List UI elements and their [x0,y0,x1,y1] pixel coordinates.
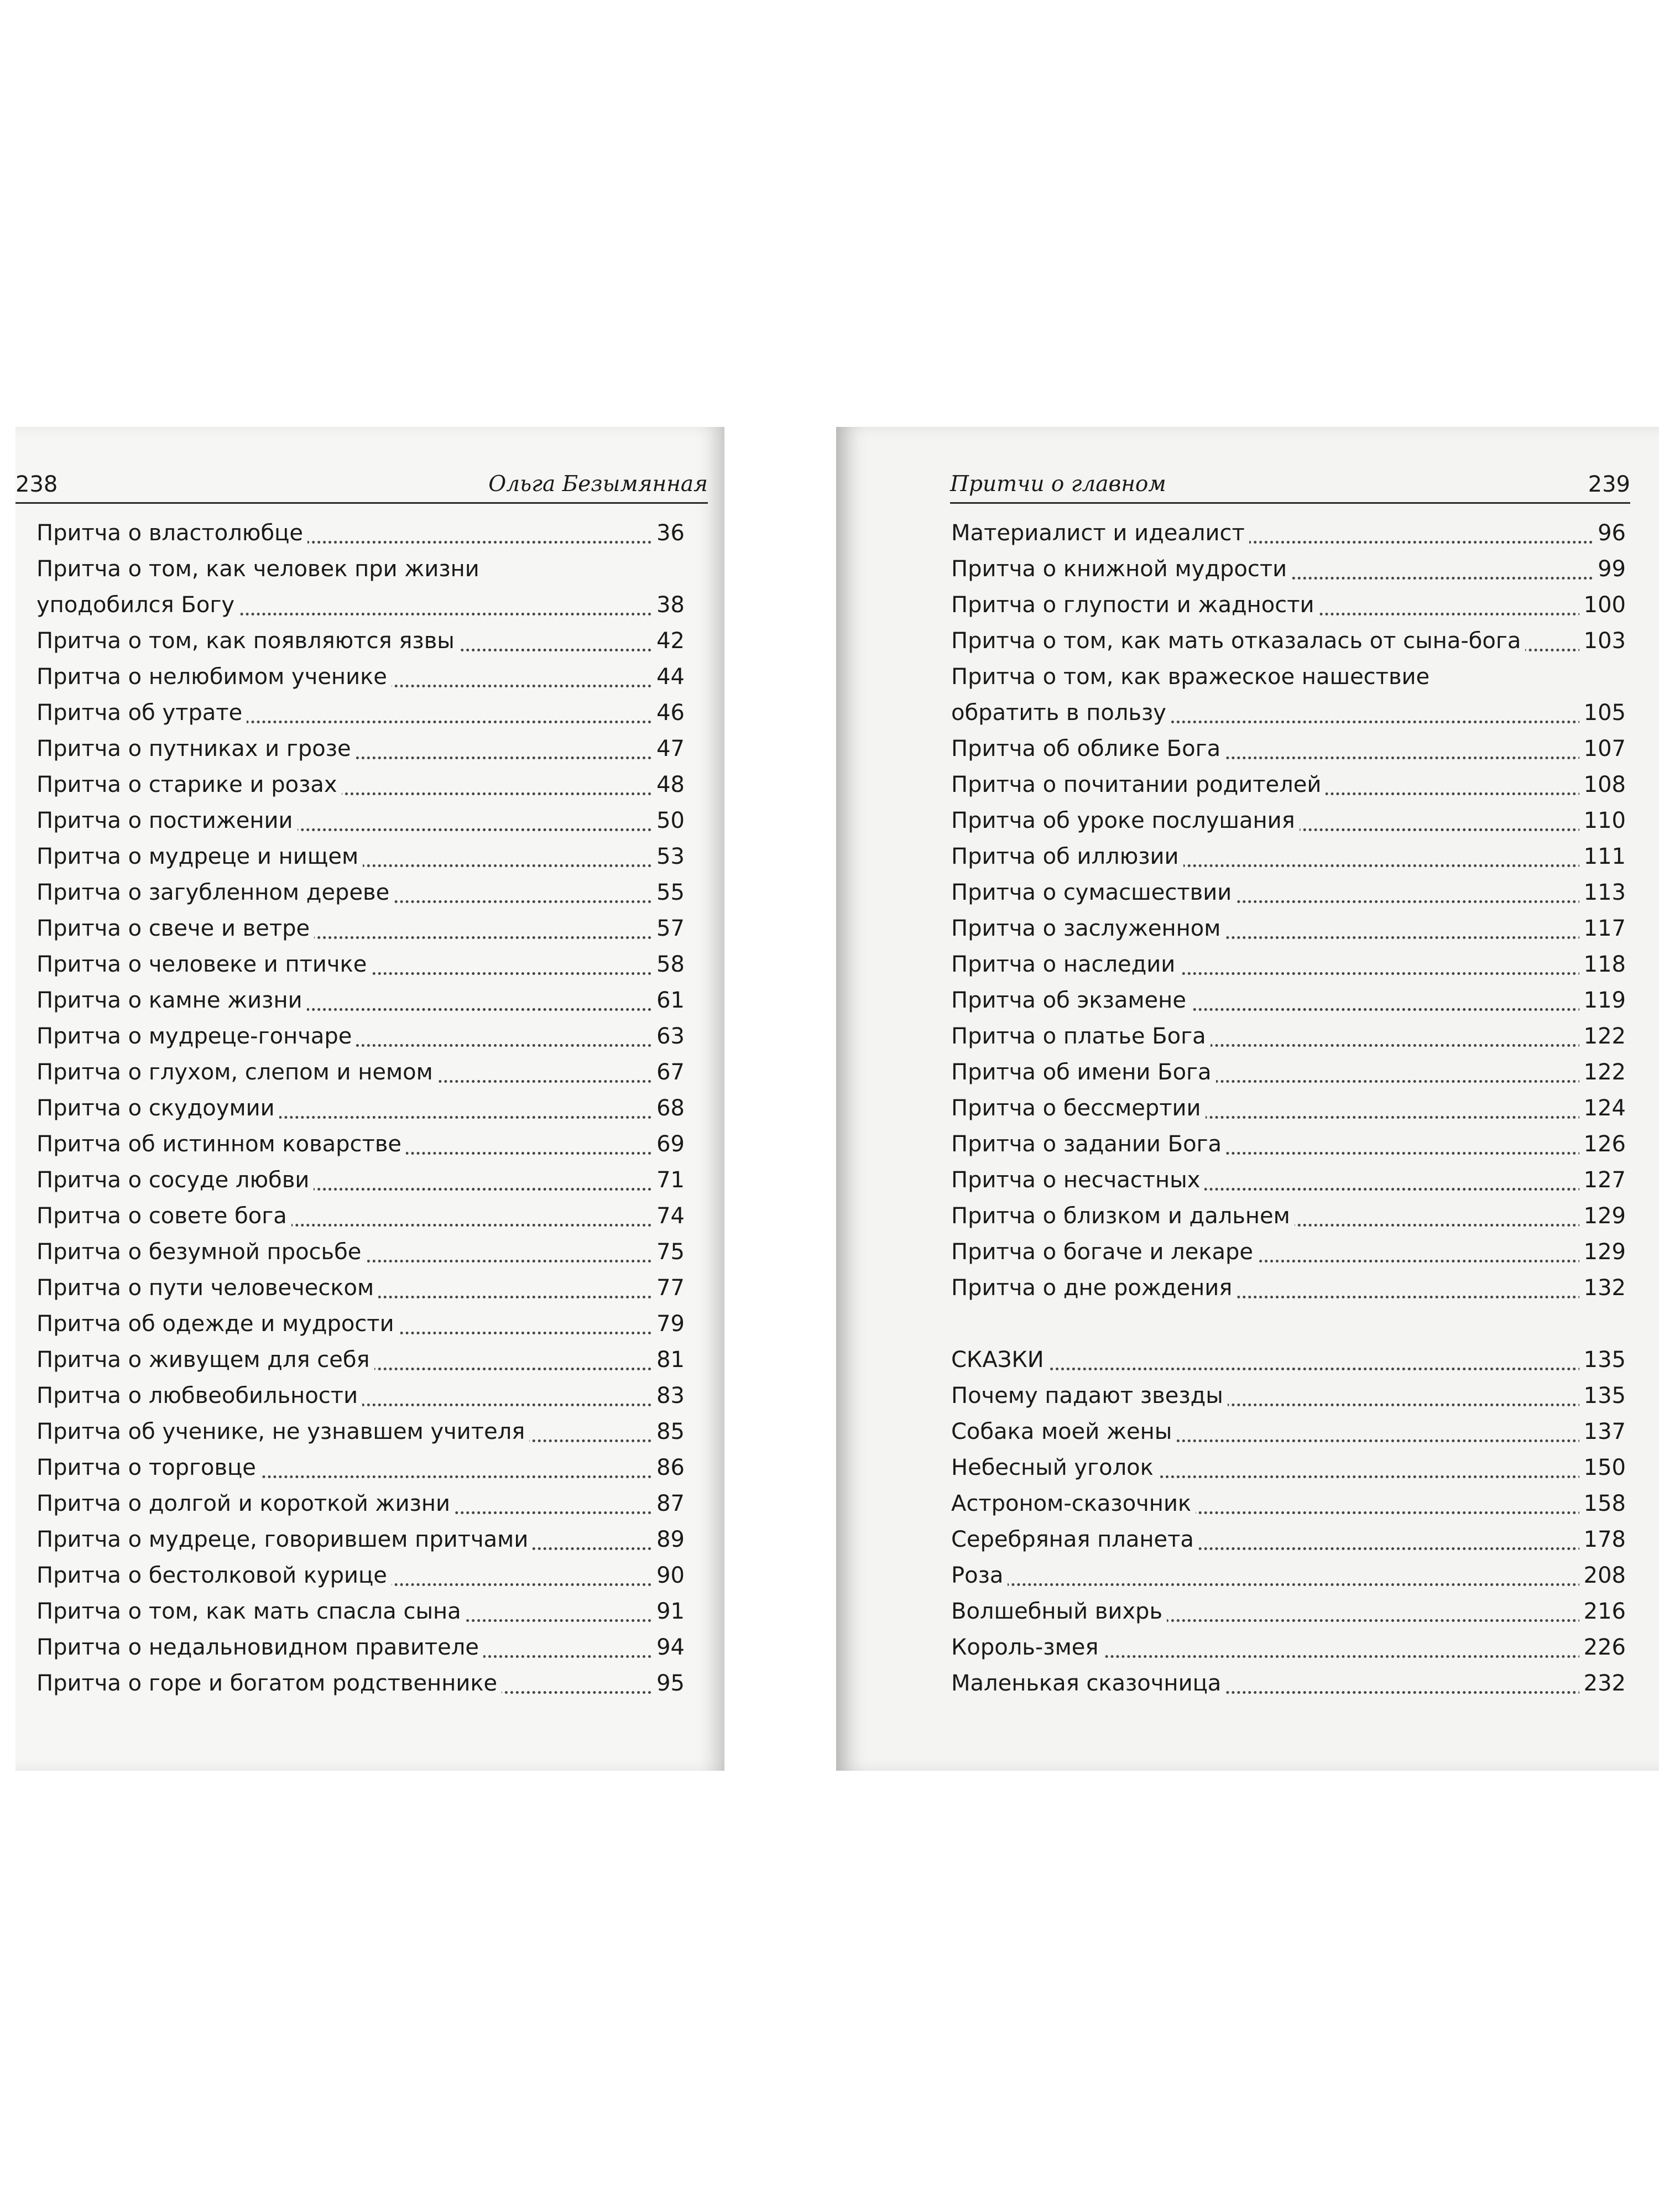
toc-entry [951,1162,1626,1198]
toc-entry [36,1055,685,1091]
toc-entry [951,1091,1626,1126]
toc-entry-title-text: Почему падают звезды [951,1383,1228,1408]
toc-entry-title-text: Притча о том, как мать отказалась от сына-бога [951,628,1525,654]
toc-entry-page-number: 100 [1579,587,1626,623]
toc-entry-title-text: Притча о свече и ветре [36,916,314,941]
toc-entry-page-number: 132 [1579,1270,1626,1306]
toc-entry-page-number: 129 [1579,1198,1626,1234]
toc-entry-page-number: 46 [652,695,685,731]
toc-entry [36,911,685,947]
toc-entry-title [36,1522,685,1558]
toc-entry-page-number: 48 [652,767,685,803]
toc-entry [951,1378,1626,1414]
toc-entry-title-text: Притча об имени Бога [951,1060,1216,1085]
toc-entry-page-number: 86 [652,1450,685,1486]
toc-entry [36,947,685,983]
toc-entry-title-text: Небесный уголок [951,1455,1158,1480]
toc-entry-title [951,1126,1626,1162]
toc-entry-title [951,1666,1626,1702]
toc-entry-title [36,1234,685,1270]
toc-entry-title-text: Притча о наследии [951,952,1180,977]
toc-entry-title [36,1198,685,1234]
toc-entry-title [951,551,1626,587]
toc-entry-title-text: Притча о бестолковой курице [36,1563,392,1588]
toc-section-heading [951,1342,1626,1378]
toc-entry [36,1162,685,1198]
toc-entry [951,911,1626,947]
toc-entry-title [951,983,1626,1019]
right-page [836,427,1659,1771]
toc-entry-title-text: Притча о властолюбце [36,520,307,546]
toc-entry-title [36,1091,685,1126]
toc-entry-title-text: Притча о недальновидном правителе [36,1635,483,1660]
toc-entry-title-text: Король-змея [951,1635,1103,1660]
toc-entry-page-number: 122 [1579,1019,1626,1055]
toc-entry-title-text: Маленькая сказочница [951,1671,1225,1696]
toc-entry-page-number: 58 [652,947,685,983]
toc-entry-title-text: Притча о нелюбимом ученике [36,664,392,690]
toc-entry-title [951,623,1626,659]
toc-entry-page-number: 158 [1579,1486,1626,1522]
toc-entry-page-number: 127 [1579,1162,1626,1198]
toc-entry-title [951,803,1626,839]
header-rule [15,502,708,504]
toc-entry-page-number: 67 [652,1055,685,1091]
toc-entry [36,983,685,1019]
toc-entry [36,767,685,803]
toc-entry [951,1666,1626,1702]
toc-entry-page-number: 55 [652,875,685,911]
toc-entry [36,1594,685,1630]
toc-entry-title [951,947,1626,983]
toc-entry [951,551,1626,587]
toc-entry-page-number: 178 [1579,1522,1626,1558]
toc-entry [951,947,1626,983]
toc-entry-page-number: 36 [652,515,685,551]
toc-entry-page-number: 122 [1579,1055,1626,1091]
toc-entry-title [951,1091,1626,1126]
toc-entry-title-text: Притча о безумной просьбе [36,1239,366,1265]
toc-entry [36,1198,685,1234]
toc-entry [36,1126,685,1162]
right-running-head: Притчи о главном [950,472,1166,497]
toc-entry-page-number: 53 [652,839,685,875]
toc-entry-title-text: Притча об облике Бога [951,736,1225,761]
toc-entry-page-number: 87 [652,1486,685,1522]
toc-entry-title [36,1630,685,1666]
toc-entry [36,1666,685,1702]
toc-entry-title-text: Притча о совете бога [36,1203,291,1229]
toc-entry-page-number: 103 [1579,623,1626,659]
toc-list-left [36,515,685,1702]
toc-entry-page-number: 99 [1593,551,1626,587]
toc-entry-page-number: 85 [652,1414,685,1450]
toc-entry-page-number: 110 [1579,803,1626,839]
toc-entry-title-text: Притча о почитании родителей [951,772,1326,797]
toc-entry-page-number: 108 [1579,767,1626,803]
toc-entry [36,1522,685,1558]
toc-entry-page-number: 68 [652,1091,685,1126]
toc-entry-title-text: Собака моей жены [951,1419,1176,1444]
toc-entry-title [36,1162,685,1198]
left-page-header [15,468,708,501]
toc-entry-title [36,767,685,803]
toc-entry-page-number: 126 [1579,1126,1626,1162]
toc-entry [36,731,685,767]
toc-entry-page-number: 79 [652,1306,685,1342]
book-gutter [724,420,836,1775]
toc-entry-title [36,1055,685,1091]
toc-entry-title [36,983,685,1019]
toc-entry-page-number: 75 [652,1234,685,1270]
toc-entry [951,587,1626,623]
toc-entry-title [951,659,1626,731]
toc-entry-page-number: 150 [1579,1450,1626,1486]
toc-entry-title [951,1378,1626,1414]
toc-entry-title [951,767,1626,803]
toc-entry-title-text: Притча о пути человеческом [36,1275,378,1301]
toc-entry-page-number: 135 [1579,1342,1626,1378]
toc-entry [36,839,685,875]
toc-entry [951,659,1626,731]
toc-entry-page-number: 107 [1579,731,1626,767]
toc-entry-page-number: 81 [652,1342,685,1378]
toc-entry-title [951,1558,1626,1594]
right-page-number: 239 [1588,472,1630,497]
toc-entry-title-text: Притча о камне жизни [36,988,307,1013]
toc-entry-title-text: Волшебный вихрь [951,1599,1167,1624]
toc-entry-page-number: 74 [652,1198,685,1234]
toc-entry-title-text: Притча о заслуженном [951,916,1225,941]
toc-entry-title [36,1270,685,1306]
toc-entry [951,1522,1626,1558]
toc-entry-title [36,1342,685,1378]
toc-entry-title-line1: Притча о том, как человек при жизни [36,556,479,582]
toc-entry-title-text: Притча о близком и дальнем [951,1203,1295,1229]
toc-entry-page-number: 83 [652,1378,685,1414]
toc-entry [36,1342,685,1378]
toc-entry-title-text: Притча о мудреце и нищем [36,844,363,869]
toc-entry-page-number: 208 [1579,1558,1626,1594]
toc-entry [36,803,685,839]
toc-entry [36,1306,685,1342]
toc-entry-page-number: 113 [1579,875,1626,911]
toc-entry-title-text: Притча о задании Бога [951,1131,1226,1157]
toc-entry-page-number: 105 [1579,695,1626,731]
toc-entry-title [36,875,685,911]
toc-entry [36,1486,685,1522]
toc-entry-title-text: Притча о том, как мать спасла сына [36,1599,466,1624]
toc-entry-title [951,1198,1626,1234]
toc-entry-title-text: Притча о любвеобильности [36,1383,362,1408]
right-page-header [950,468,1630,501]
toc-entry-title [951,515,1626,551]
toc-entry-title-text: Притча о мудреце-гончаре [36,1024,356,1049]
toc-entry-title-text: Притча о бессмертии [951,1095,1206,1121]
toc-entry-title-text: Притча о мудреце, говорившем притчами [36,1527,533,1552]
toc-entry-page-number: 111 [1579,839,1626,875]
toc-entry [36,875,685,911]
toc-entry-title [36,623,685,659]
toc-entry [951,1270,1626,1306]
toc-entry-page-number: 63 [652,1019,685,1055]
toc-entry-title-text: Притча о сосуде любви [36,1167,314,1193]
toc-entry-title-text: Притча о глухом, слепом и немом [36,1060,437,1085]
toc-entry-title-text: Притча об истинном коварстве [36,1131,406,1157]
toc-entry [951,983,1626,1019]
toc-entry [36,551,685,623]
toc-entry-title [951,1019,1626,1055]
toc-entry-title [951,1270,1626,1306]
toc-entry [951,1594,1626,1630]
toc-entry-page-number: 77 [652,1270,685,1306]
toc-entry [951,1630,1626,1666]
toc-entry [36,1630,685,1666]
toc-entry-title [36,1666,685,1702]
toc-entry-title [36,1594,685,1630]
toc-entry-page-number: 129 [1579,1234,1626,1270]
toc-entry-title-text: Притча о глупости и жадности [951,592,1319,618]
toc-entry-title-text: Притча о богаче и лекаре [951,1239,1258,1265]
toc-entry-title [951,875,1626,911]
toc-entry [951,1234,1626,1270]
toc-entry-title [36,731,685,767]
left-running-head: Ольга Безымянная [488,472,708,497]
toc-entry-title-text: Притча о живущем для себя [36,1347,374,1373]
toc-entry [36,515,685,551]
toc-entry-page-number: 226 [1579,1630,1626,1666]
toc-entry-page-number: 38 [652,587,685,623]
header-rule [950,502,1630,504]
toc-entry-page-number: 137 [1579,1414,1626,1450]
toc-entry-title [36,1558,685,1594]
toc-entry-title-text: Притча об утрате [36,700,247,726]
toc-entry-title-text: Притча о долгой и короткой жизни [36,1491,455,1516]
toc-entry [951,1558,1626,1594]
toc-entry-title-text: Притча об одежде и мудрости [36,1311,399,1337]
toc-entry-page-number: 71 [652,1162,685,1198]
toc-entry-title-text: Притча о загубленном дереве [36,880,394,905]
toc-entry [951,803,1626,839]
toc-entry-title [36,1378,685,1414]
toc-entry-title-text: Притча о постижении [36,808,298,833]
left-page-number: 238 [15,472,58,497]
toc-entry-title [951,1522,1626,1558]
toc-entry-title-text: Притча об уроке послушания [951,808,1300,833]
toc-entry-title [36,515,685,551]
toc-list-right [951,515,1626,1702]
toc-entry-title [36,803,685,839]
toc-entry-title-text: Притча о книжной мудрости [951,556,1291,582]
toc-entry-title [36,911,685,947]
toc-entry-title [36,839,685,875]
toc-entry-title [36,659,685,695]
toc-entry-title [36,1450,685,1486]
toc-entry [36,1378,685,1414]
toc-entry-page-number: 135 [1579,1378,1626,1414]
toc-entry-title-text: Притча об ученике, не узнавшем учителя [36,1419,529,1444]
toc-entry [36,1414,685,1450]
toc-entry-title [36,695,685,731]
toc-entry [951,1198,1626,1234]
toc-entry [951,1414,1626,1450]
toc-entry-title-line2: уподобился Богу [36,592,239,618]
toc-entry-title-text: Притча о платье Бога [951,1024,1211,1049]
toc-entry-title-line2: обратить в пользу [951,700,1171,726]
toc-entry-page-number: 96 [1593,515,1626,551]
toc-entry-title [36,1414,685,1450]
toc-entry-title-text: Притча об экзамене [951,988,1191,1013]
toc-entry-title-text: Материалист и идеалист [951,520,1249,546]
toc-entry [36,695,685,731]
toc-entry-page-number: 42 [652,623,685,659]
toc-entry-page-number: 69 [652,1126,685,1162]
toc-entry-title [951,1055,1626,1091]
left-page [15,427,724,1771]
toc-entry-page-number: 94 [652,1630,685,1666]
toc-entry [951,731,1626,767]
toc-entry-title [951,1450,1626,1486]
toc-entry-page-number: 61 [652,983,685,1019]
toc-entry [951,1486,1626,1522]
toc-entry-page-number: 118 [1579,947,1626,983]
toc-entry [951,875,1626,911]
toc-entry-title-text: Притча об иллюзии [951,844,1183,869]
toc-entry-title [951,1234,1626,1270]
toc-entry [36,1234,685,1270]
toc-entry-title-text: Притча о скудоумии [36,1095,279,1121]
toc-entry-title [36,1486,685,1522]
toc-entry [36,1558,685,1594]
toc-entry-title-text: Притча о сумасшествии [951,880,1236,905]
toc-entry-title-text: Притча о горе и богатом родственнике [36,1671,502,1696]
toc-entry-title-text: Притча о торговце [36,1455,260,1480]
toc-entry [951,515,1626,551]
toc-entry [951,1126,1626,1162]
toc-entry-page-number: 89 [652,1522,685,1558]
toc-entry [36,1091,685,1126]
toc-entry [36,1270,685,1306]
toc-entry-page-number: 216 [1579,1594,1626,1630]
toc-entry-title [36,1019,685,1055]
toc-entry-title-text: Серебряная планета [951,1527,1198,1552]
toc-entry-page-number: 117 [1579,911,1626,947]
toc-entry [951,623,1626,659]
toc-entry-page-number: 44 [652,659,685,695]
toc-entry-title [951,911,1626,947]
toc-entry-title-text: Роза [951,1563,1008,1588]
toc-entry-page-number: 119 [1579,983,1626,1019]
toc-entry [36,1450,685,1486]
toc-entry-page-number: 124 [1579,1091,1626,1126]
toc-entry-title-text: Астроном-сказочник [951,1491,1196,1516]
toc-entry-title-text: Притча о старике и розах [36,772,342,797]
toc-entry [951,1450,1626,1486]
toc-entry [36,1019,685,1055]
toc-entry-title [951,731,1626,767]
toc-entry [36,659,685,695]
toc-entry [951,1019,1626,1055]
toc-entry-page-number: 95 [652,1666,685,1702]
toc-entry-page-number: 47 [652,731,685,767]
toc-entry-page-number: 232 [1579,1666,1626,1702]
toc-entry [951,1055,1626,1091]
toc-entry-page-number: 90 [652,1558,685,1594]
toc-entry-title [951,1594,1626,1630]
toc-entry-title [36,551,685,623]
toc-entry-title-text: Притча о несчастных [951,1167,1204,1193]
toc-entry-title [951,1162,1626,1198]
toc-entry-page-number: 57 [652,911,685,947]
toc-entry-title [951,1630,1626,1666]
toc-entry-title [36,1126,685,1162]
toc-entry [951,839,1626,875]
toc-entry-page-number: 91 [652,1594,685,1630]
toc-entry-title [951,839,1626,875]
toc-entry-title-text: Притча о том, как появляются язвы [36,628,459,654]
toc-entry-title-text: СКАЗКИ [951,1347,1048,1373]
toc-entry-title [36,947,685,983]
toc-entry-title [951,1414,1626,1450]
toc-entry [951,767,1626,803]
toc-entry-title-text: Притча о путниках и грозе [36,736,356,761]
toc-entry-title [951,1342,1626,1378]
toc-entry-title [951,1486,1626,1522]
toc-entry-title [36,1306,685,1342]
toc-entry-title-text: Притча о дне рождения [951,1275,1237,1301]
toc-entry-page-number: 50 [652,803,685,839]
toc-entry-title-line1: Притча о том, как вражеское нашествие [951,664,1430,690]
toc-entry-title [951,587,1626,623]
toc-entry [36,623,685,659]
toc-entry-title-text: Притча о человеке и птичке [36,952,371,977]
